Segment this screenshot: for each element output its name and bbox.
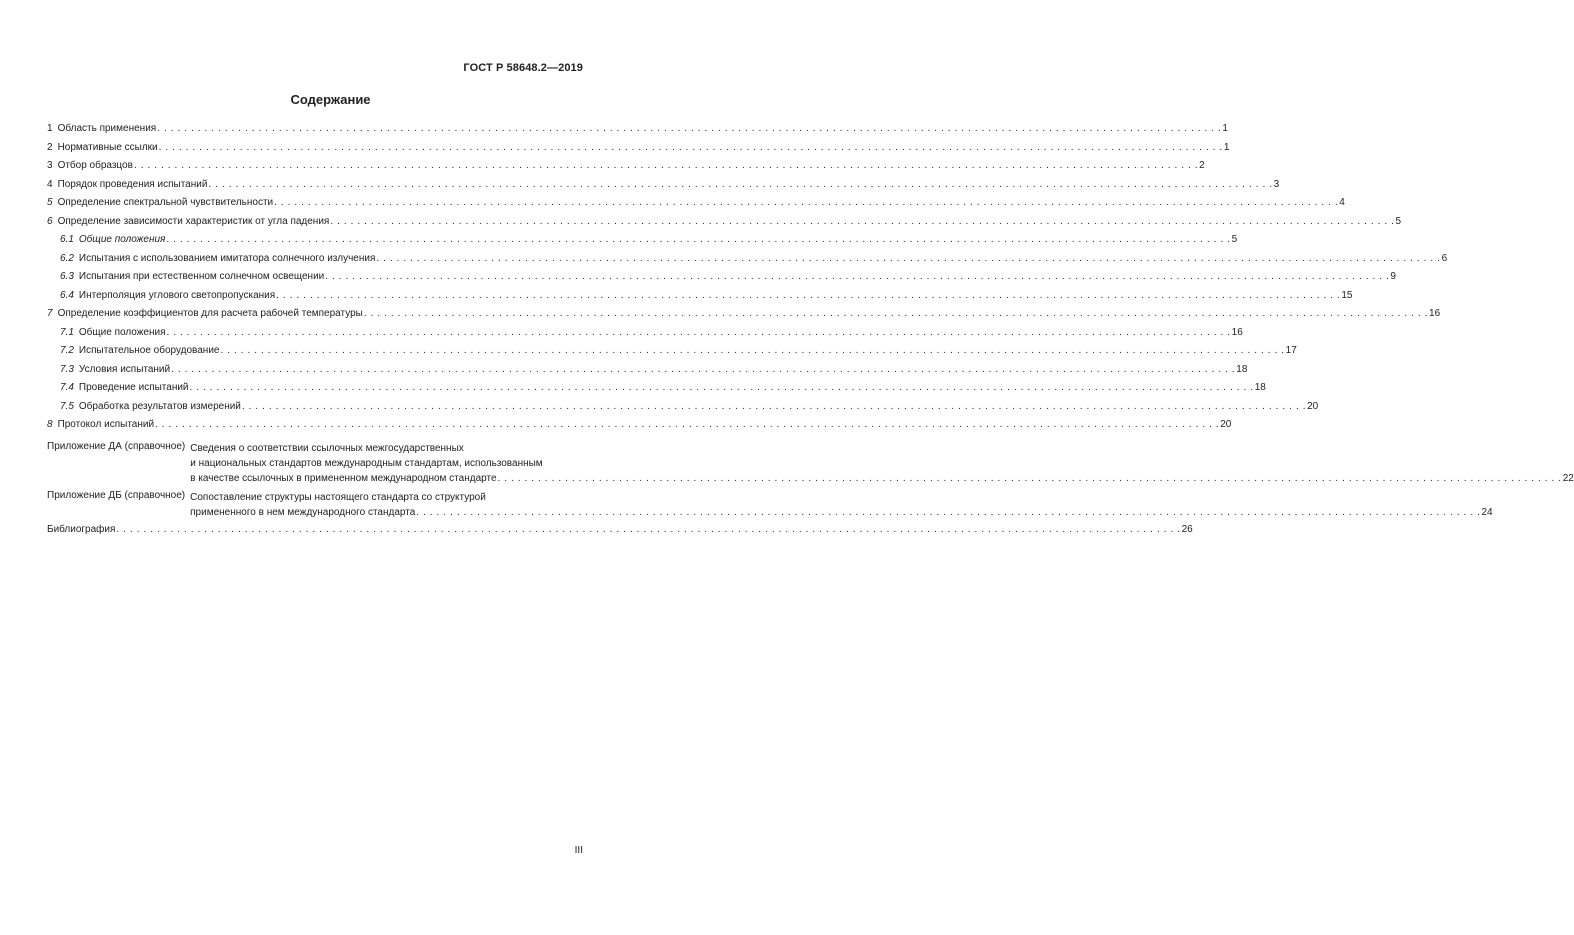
toc-entry-number: 7.4 bbox=[60, 382, 74, 393]
toc-entry[interactable] bbox=[47, 123, 1228, 142]
toc-entry[interactable] bbox=[47, 382, 1266, 401]
toc-entry-title: Определение зависимости характеристик от угла падения bbox=[57, 215, 330, 227]
toc-page-number: 4 bbox=[1339, 197, 1345, 208]
leader-dots bbox=[242, 401, 1306, 412]
toc-entry[interactable] bbox=[47, 234, 1238, 253]
toc-entry-title: Библиография bbox=[47, 523, 116, 535]
appendix-title-line: в качестве ссылочных в примененном международном стандарте bbox=[190, 472, 497, 484]
appendix-label: Приложение ДА (справочное) bbox=[47, 440, 186, 452]
toc-entry-title: Испытания с использованием имитатора солнечного излучения bbox=[78, 252, 376, 264]
toc-appendix-db[interactable] bbox=[47, 489, 1493, 520]
toc-entry-number: 7.5 bbox=[60, 400, 74, 412]
toc-page-number: 20 bbox=[1220, 419, 1232, 430]
toc-entry-title: Испытания при естественном солнечном освещении bbox=[78, 271, 325, 282]
appendix-label: Приложение ДБ (справочное) bbox=[47, 489, 186, 501]
toc-entry-number: 7.2 bbox=[60, 345, 74, 356]
page-folio: III bbox=[574, 845, 583, 856]
toc-page-number: 26 bbox=[1181, 523, 1193, 535]
toc-entry-number: 8 bbox=[47, 419, 53, 430]
toc-entry-number: 7 bbox=[47, 308, 53, 319]
toc-entry[interactable] bbox=[47, 141, 1230, 161]
leader-dots bbox=[364, 308, 1428, 319]
toc-page-number: 22 bbox=[1562, 472, 1574, 484]
toc-entry-number: 7.1 bbox=[60, 326, 74, 338]
leader-dots bbox=[159, 142, 1223, 153]
toc-entry-title: Нормативные ссылки bbox=[57, 141, 158, 153]
toc-entry[interactable] bbox=[47, 215, 1402, 235]
toc-entry-number: 2 bbox=[47, 141, 53, 153]
toc-entry-title: Область применения bbox=[57, 123, 157, 134]
leader-dots bbox=[157, 123, 1221, 134]
toc-entries bbox=[47, 123, 1448, 438]
toc-page-number: 18 bbox=[1236, 363, 1248, 375]
leader-dots bbox=[220, 345, 1284, 356]
toc-bibliography[interactable] bbox=[47, 523, 1193, 543]
toc-page-number: 17 bbox=[1285, 345, 1297, 356]
toc-entry-number: 6.2 bbox=[60, 252, 74, 264]
leader-dots bbox=[171, 364, 1235, 375]
toc-entry-title: Определение спектральной чувствительности bbox=[57, 197, 274, 208]
toc-entry-number: 6.1 bbox=[60, 234, 74, 245]
leader-dots bbox=[274, 197, 1338, 208]
toc-page-number: 16 bbox=[1231, 326, 1243, 338]
leader-dots bbox=[134, 160, 1198, 171]
toc-entry-title: Условия испытаний bbox=[78, 363, 171, 375]
leader-dots bbox=[116, 524, 1180, 535]
leader-dots bbox=[167, 327, 1231, 338]
toc-page-number: 15 bbox=[1341, 289, 1353, 301]
toc-entry[interactable] bbox=[47, 419, 1232, 438]
leader-dots bbox=[498, 471, 1562, 486]
toc-entry-number: 6.4 bbox=[60, 289, 74, 301]
leader-dots bbox=[190, 382, 1254, 393]
toc-entry-title: Порядок проведения испытаний bbox=[57, 178, 208, 190]
toc-entry[interactable] bbox=[47, 363, 1248, 383]
toc-entry-title: Интерполяция углового светопропускания bbox=[78, 289, 276, 301]
toc-entry-title: Общие положения bbox=[78, 234, 166, 245]
toc-entry-number: 5 bbox=[47, 197, 53, 208]
toc-entry-title: Отбор образцов bbox=[57, 160, 133, 171]
toc-title: Содержание bbox=[290, 92, 371, 107]
toc-entry-title: Протокол испытаний bbox=[57, 419, 155, 430]
toc-page-number: 16 bbox=[1429, 308, 1441, 319]
appendix-title-line: примененного в нем международного стандарта bbox=[190, 506, 416, 518]
leader-dots bbox=[166, 234, 1230, 245]
toc-entry[interactable] bbox=[47, 252, 1448, 272]
toc-entry[interactable] bbox=[47, 197, 1345, 216]
toc-entry-title: Проведение испытаний bbox=[78, 382, 189, 393]
toc-entry-number: 4 bbox=[47, 178, 53, 190]
toc-page-number: 9 bbox=[1390, 271, 1396, 282]
appendix-body bbox=[190, 441, 1574, 486]
toc-page-number: 18 bbox=[1254, 382, 1266, 393]
toc-entry-title: Определение коэффициентов для расчета рабочей температуры bbox=[57, 308, 363, 319]
leader-dots bbox=[276, 290, 1340, 301]
toc-entry-number: 1 bbox=[47, 123, 53, 134]
toc-page-number: 20 bbox=[1307, 400, 1319, 412]
toc-entry[interactable] bbox=[47, 326, 1243, 346]
leader-dots bbox=[325, 271, 1389, 282]
appendix-body bbox=[190, 490, 1492, 520]
toc-entry[interactable] bbox=[47, 400, 1319, 420]
toc-entry-title: Обработка результатов измерений bbox=[78, 400, 241, 412]
appendix-title-last-line bbox=[190, 505, 1492, 520]
toc-page-number: 24 bbox=[1481, 506, 1493, 518]
toc-entry[interactable] bbox=[47, 271, 1396, 290]
toc-entry[interactable] bbox=[47, 289, 1353, 309]
toc-entry-number: 7.3 bbox=[60, 363, 74, 375]
toc-page-number: 6 bbox=[1441, 252, 1448, 264]
toc-entry-number: 6 bbox=[47, 215, 53, 227]
leader-dots bbox=[208, 179, 1272, 190]
toc-page-number: 5 bbox=[1395, 215, 1402, 227]
leader-dots bbox=[416, 505, 1480, 520]
leader-dots bbox=[330, 216, 1394, 227]
appendix-title-last-line bbox=[190, 471, 1574, 486]
toc-page-number: 5 bbox=[1231, 234, 1238, 245]
toc-entry[interactable] bbox=[47, 345, 1297, 364]
toc-appendix-da[interactable] bbox=[47, 440, 1574, 486]
leader-dots bbox=[155, 419, 1219, 430]
toc-entry-number: 6.3 bbox=[60, 271, 74, 282]
appendix-title-line: и национальных стандартов международным стандартам, использованным bbox=[190, 457, 543, 469]
toc-page-number: 2 bbox=[1199, 160, 1205, 171]
toc-entry[interactable] bbox=[47, 308, 1441, 327]
table-of-contents bbox=[47, 123, 1574, 542]
toc-page-number: 1 bbox=[1223, 141, 1230, 153]
appendix-title-line: Сведения о соответствии ссылочных межгосударственных bbox=[190, 442, 464, 454]
toc-entry-title: Испытательное оборудование bbox=[78, 345, 220, 356]
leader-dots bbox=[376, 253, 1440, 264]
toc-page-number: 3 bbox=[1273, 178, 1280, 190]
toc-page-number: 1 bbox=[1222, 123, 1228, 134]
appendix-title-line: Сопоставление структуры настоящего стандарта со структурой bbox=[190, 491, 486, 503]
toc-entry[interactable] bbox=[47, 160, 1205, 179]
toc-entry-title: Общие положения bbox=[78, 326, 166, 338]
document-code: ГОСТ Р 58648.2—2019 bbox=[463, 62, 583, 74]
toc-entry[interactable] bbox=[47, 178, 1280, 198]
toc-entry-number: 3 bbox=[47, 160, 53, 171]
